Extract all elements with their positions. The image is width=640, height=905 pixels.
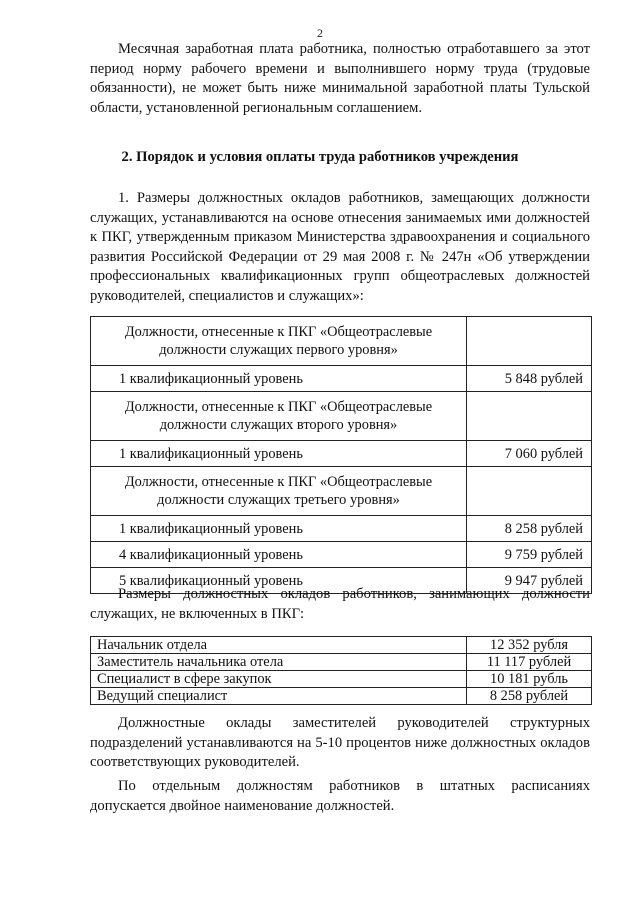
empty-cell <box>467 392 592 441</box>
group-title: Должности, отнесенные к ПКГ «Общеотраслевые должности служащих третьего уровня» <box>91 467 467 516</box>
salary-value: 7 060 рублей <box>467 441 592 467</box>
position-name: Специалист в сфере закупок <box>91 671 467 688</box>
group-title: Должности, отнесенные к ПКГ «Общеотраслевые должности служащих первого уровня» <box>91 317 467 366</box>
section-heading: 2. Порядок и условия оплаты труда работников учреждения <box>121 149 519 165</box>
table-row <box>91 317 592 366</box>
empty-cell <box>467 317 592 366</box>
table-row <box>91 467 592 516</box>
salary-value: 12 352 рубля <box>467 637 592 654</box>
salary-value: 5 848 рублей <box>467 366 592 392</box>
table-row <box>91 366 592 392</box>
table-row <box>91 688 592 705</box>
salary-value: 8 258 рублей <box>467 516 592 542</box>
salary-value: 10 181 рубль <box>467 671 592 688</box>
page-number: 2 <box>317 26 323 40</box>
paragraph-double-names: По отдельным должностям работников в штатных расписаниях допускается двойное наименование должностей. <box>90 778 590 814</box>
table-row <box>91 637 592 654</box>
salary-value: 8 258 рублей <box>467 688 592 705</box>
non-pkg-salary-table <box>90 636 592 705</box>
table-row <box>91 516 592 542</box>
salary-value: 9 759 рублей <box>467 542 592 568</box>
qualification-level: 5 квалификационный уровень <box>91 568 467 594</box>
qualification-level: 1 квалификационный уровень <box>91 516 467 542</box>
position-name: Заместитель начальника отела <box>91 654 467 671</box>
qualification-level: 4 квалификационный уровень <box>91 542 467 568</box>
paragraph-min-wage: Месячная заработная плата работника, полностью отработавшего за этот период норму рабочего времени и выполнившего норму труда (трудовые обязанности), не может быть ниже минимальной заработной платы Тульской области, установленной региональным соглашением. <box>90 41 590 116</box>
paragraph-deputy-salaries: Должностные оклады заместителей руководителей структурных подразделений устанавливаются на 5-10 процентов ниже должностных окладов соответствующих руководителей. <box>90 715 590 770</box>
table-row <box>91 671 592 688</box>
empty-cell <box>467 467 592 516</box>
table-row <box>91 654 592 671</box>
table-row <box>91 441 592 467</box>
position-name: Начальник отдела <box>91 637 467 654</box>
qualification-level: 1 квалификационный уровень <box>91 366 467 392</box>
position-name: Ведущий специалист <box>91 688 467 705</box>
group-title: Должности, отнесенные к ПКГ «Общеотраслевые должности служащих второго уровня» <box>91 392 467 441</box>
pkg-salary-table <box>90 316 592 594</box>
paragraph-pkg-intro: 1. Размеры должностных окладов работников, замещающих должности служащих, устанавливаются на основе отнесения занимаемых ими должностей к ПКГ, утвержденным приказом Министерства здравоохранения и социального развития Российской Федерации от 29 мая 2008 г. № 247н «Об утверждении профессиональных квалификационных групп общеотраслевых должностей руководителей, специалистов и служащих»: <box>90 190 590 304</box>
qualification-level: 1 квалификационный уровень <box>91 441 467 467</box>
salary-value: 9 947 рублей <box>467 568 592 594</box>
salary-value: 11 117 рублей <box>467 654 592 671</box>
paragraph-non-pkg-intro: Размеры должностных окладов работников, занимающих должности служащих, не включенных в ПКГ: <box>90 586 590 622</box>
table-row <box>91 542 592 568</box>
table-row <box>91 392 592 441</box>
